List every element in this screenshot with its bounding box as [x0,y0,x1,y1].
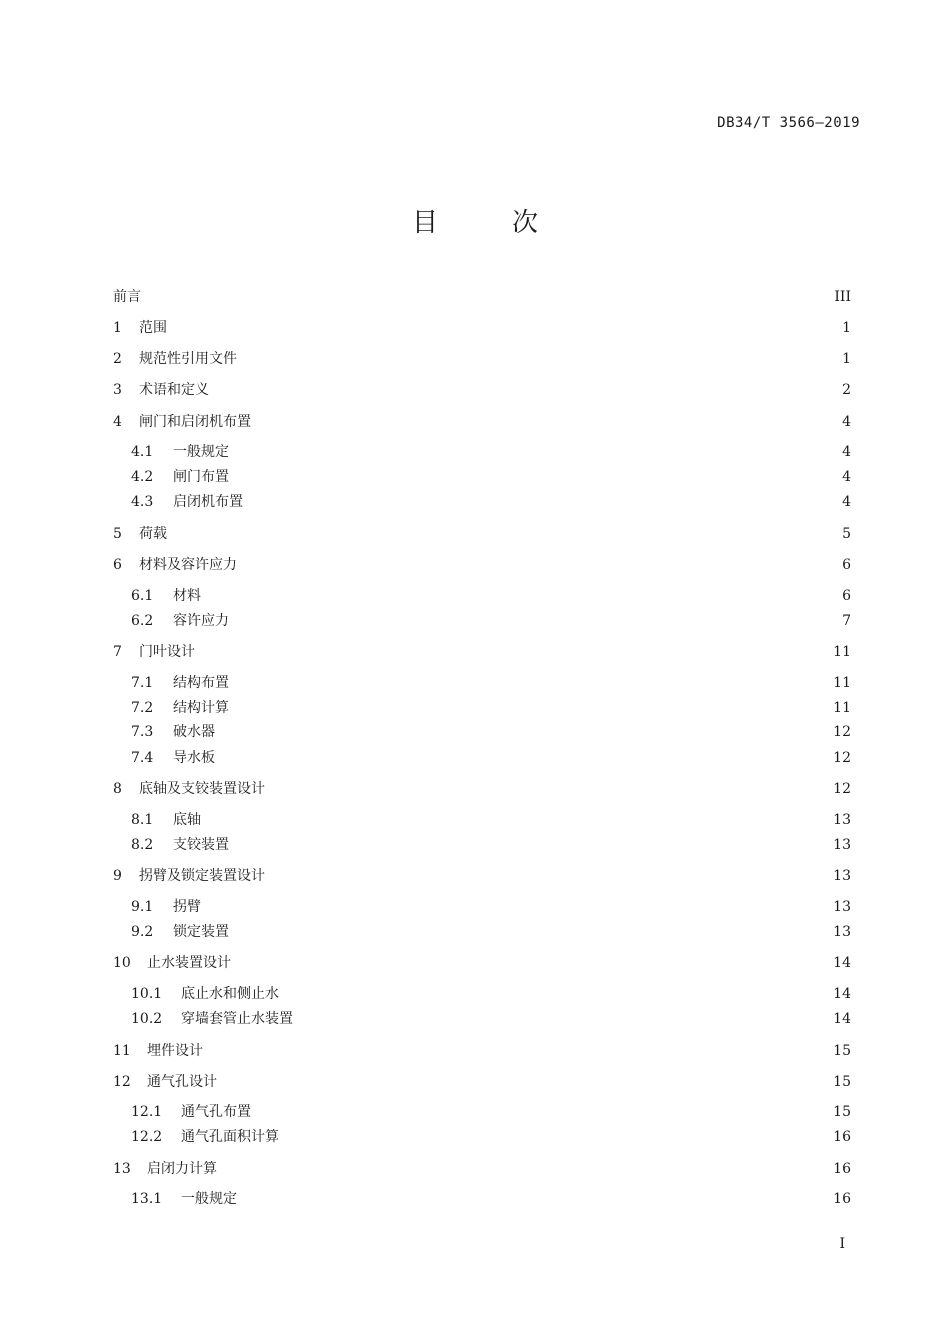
toc-entry[interactable] [113,642,851,662]
toc-entry-page: 12 [833,781,851,797]
toc-dot-leader [223,1159,825,1179]
toc-entry-page: 13 [833,924,851,940]
toc-entry-page: 15 [833,1043,851,1059]
toc-entry-label: 导水板 [173,750,215,766]
toc-subentry[interactable] [131,722,851,742]
toc-subentry[interactable] [131,1189,851,1209]
toc-entry-number: 9.2 [131,924,154,940]
toc-entry-number: 1 [113,320,122,336]
toc-entry[interactable] [113,287,851,307]
toc-entry-label: 材料及容许应力 [139,557,237,573]
toc-dot-leader [207,586,834,606]
toc-dot-leader [221,722,825,742]
toc-subentry[interactable] [131,922,851,942]
toc-entry-page: 1 [842,320,851,336]
toc-dot-leader [285,984,825,1004]
toc-entry-page: 2 [842,382,851,398]
toc-entry-page: 13 [833,868,851,884]
toc-entry-page: 11 [833,700,851,716]
toc-dot-leader [173,318,834,338]
toc-entry-number: 10.1 [131,986,163,1002]
toc-entry-number: 10 [113,955,131,971]
toc-entry-label: 埋件设计 [147,1043,203,1059]
toc-subentry[interactable] [131,1102,851,1122]
toc-dot-leader [243,555,834,575]
toc-dot-leader [299,1009,825,1029]
toc-entry-number: 6.2 [131,613,154,629]
toc-entry-number: 13.1 [131,1191,163,1207]
toc-entry-number: 10.2 [131,1011,163,1027]
toc-subentry[interactable] [131,748,851,768]
toc-entry-page: 15 [833,1074,851,1090]
toc-entry-page: 13 [833,837,851,853]
toc-dot-leader [235,835,825,855]
toc-entry-number: 13 [113,1161,131,1177]
toc-entry-page: 4 [842,469,851,485]
toc-entry[interactable] [113,1041,851,1061]
toc-entry-number: 7.2 [131,700,154,716]
toc-subentry[interactable] [131,1127,851,1147]
toc-entry-number: 11 [113,1043,131,1059]
toc-subentry[interactable] [131,984,851,1004]
toc-entry-number: 6 [113,557,122,573]
toc-entry-page: 5 [842,526,851,542]
toc-subentry[interactable] [131,1009,851,1029]
toc-dot-leader [235,673,825,693]
toc-entry-number: 4.1 [131,444,154,460]
toc-entry-page: 14 [833,1011,851,1027]
toc-entry-page: 4 [842,494,851,510]
toc-entry-label: 底止水和侧止水 [181,986,279,1002]
toc-entry-page: 14 [833,986,851,1002]
toc-dot-leader [207,810,825,830]
toc-entry-label: 范围 [139,320,167,336]
toc-entry-page: 4 [842,414,851,430]
toc-entry-page: III [834,289,851,305]
toc-entry-label: 止水装置设计 [147,955,231,971]
toc-entry-number: 6.1 [131,588,154,604]
toc-entry-label: 通气孔设计 [147,1074,217,1090]
toc-entry-number: 12 [113,1074,131,1090]
toc-subentry[interactable] [131,611,851,631]
toc-entry-page: 6 [842,557,851,573]
toc-entry-label: 拐臂 [173,899,201,915]
toc-entry-number: 3 [113,382,122,398]
toc-dot-leader [271,866,825,886]
toc-dot-leader [237,953,825,973]
toc-entry-page: 1 [842,351,851,367]
toc-entry-number: 5 [113,526,122,542]
toc-entry-number: 4 [113,414,122,430]
toc-subentry[interactable] [131,810,851,830]
toc-dot-leader [221,748,825,768]
toc-dot-leader [257,1102,825,1122]
toc-entry-page: 16 [833,1161,851,1177]
toc-entry-number: 12.2 [131,1129,163,1145]
toc-subentry[interactable] [131,698,851,718]
toc-entry-label: 一般规定 [181,1191,237,1207]
toc-entry-label: 通气孔布置 [181,1104,251,1120]
toc-entry-number: 4.2 [131,469,154,485]
toc-entry-label: 术语和定义 [139,382,209,398]
toc-entry-number: 12.1 [131,1104,163,1120]
toc-entry[interactable] [113,866,851,886]
toc-dot-leader [235,467,834,487]
toc-entry-page: 13 [833,812,851,828]
toc-entry-number: 8.2 [131,837,154,853]
toc-dot-leader [235,698,825,718]
toc-entry[interactable] [113,349,851,369]
toc-entry-page: 11 [833,675,851,691]
toc-entry-label: 破水器 [173,724,215,740]
toc-dot-leader [243,1189,825,1209]
toc-entry-label: 启闭机布置 [173,494,243,510]
toc-entry[interactable] [113,555,851,575]
toc-entry-number: 9 [113,868,122,884]
toc-entry[interactable] [113,953,851,973]
toc-entry-page: 11 [833,644,851,660]
toc-entry-label: 前言 [113,289,141,305]
toc-entry-label: 闸门和启闭机布置 [139,414,251,430]
toc-entry-page: 4 [842,444,851,460]
toc-entry-label: 底轴及支铰装置设计 [139,781,265,797]
page-title: 目 次 [411,208,562,238]
toc-dot-leader [173,524,834,544]
toc-entry-page: 6 [842,588,851,604]
toc-subentry[interactable] [131,586,851,606]
toc-entry-label: 结构布置 [173,675,229,691]
toc-entry-label: 门叶设计 [139,644,195,660]
toc-entry[interactable] [113,779,851,799]
toc-entry[interactable] [113,524,851,544]
toc-entry-number: 7.4 [131,750,154,766]
toc-entry-page: 16 [833,1129,851,1145]
toc-entry-label: 材料 [173,588,201,604]
toc-entry-label: 规范性引用文件 [139,351,237,367]
toc-entry-label: 穿墙套管止水装置 [181,1011,293,1027]
toc-dot-leader [215,380,834,400]
toc-dot-leader [235,922,825,942]
toc-entry-label: 结构计算 [173,700,229,716]
toc-dot-leader [285,1127,825,1147]
toc-entry-label: 通气孔面积计算 [181,1129,279,1145]
toc-entry-number: 7.3 [131,724,154,740]
toc-dot-leader [271,779,825,799]
toc-entry-label: 容许应力 [173,613,229,629]
toc-entry-label: 底轴 [173,812,201,828]
toc-dot-leader [257,412,834,432]
toc-entry-label: 锁定装置 [173,924,229,940]
toc-subentry[interactable] [131,835,851,855]
toc-entry-page: 7 [842,613,851,629]
toc-entry-label: 拐臂及锁定装置设计 [139,868,265,884]
toc-entry-number: 2 [113,351,122,367]
toc-entry-page: 13 [833,899,851,915]
toc-entry-page: 12 [833,750,851,766]
toc-subentry[interactable] [131,897,851,917]
toc-entry-page: 12 [833,724,851,740]
toc-entry[interactable] [113,1072,851,1092]
toc-entry-number: 7.1 [131,675,154,691]
toc-dot-leader [235,611,834,631]
toc-entry[interactable] [113,1159,851,1179]
toc-dot-leader [235,442,834,462]
toc-entry-number: 8.1 [131,812,154,828]
toc-subentry[interactable] [131,442,851,462]
toc-entry-number: 8 [113,781,122,797]
page-number: I [839,1236,845,1252]
toc-entry-label: 一般规定 [173,444,229,460]
toc-dot-leader [243,349,834,369]
toc-entry-page: 15 [833,1104,851,1120]
toc-subentry[interactable] [131,467,851,487]
toc-entry[interactable] [113,412,851,432]
toc-entry-label: 启闭力计算 [147,1161,217,1177]
toc-dot-leader [223,1072,825,1092]
toc-entry-page: 16 [833,1191,851,1207]
toc-dot-leader [209,1041,825,1061]
toc-entry-page: 14 [833,955,851,971]
toc-entry[interactable] [113,380,851,400]
document-code: DB34/T 3566—2019 [717,115,860,131]
toc-subentry[interactable] [131,673,851,693]
toc-entry-number: 9.1 [131,899,154,915]
toc-entry-number: 4.3 [131,494,154,510]
toc-subentry[interactable] [131,492,851,512]
toc-dot-leader [147,287,826,307]
toc-entry-label: 荷载 [139,526,167,542]
toc-entry-label: 支铰装置 [173,837,229,853]
toc-dot-leader [207,897,825,917]
toc-entry-number: 7 [113,644,122,660]
toc-entry-label: 闸门布置 [173,469,229,485]
toc-dot-leader [249,492,834,512]
toc-entry[interactable] [113,318,851,338]
toc-dot-leader [201,642,825,662]
